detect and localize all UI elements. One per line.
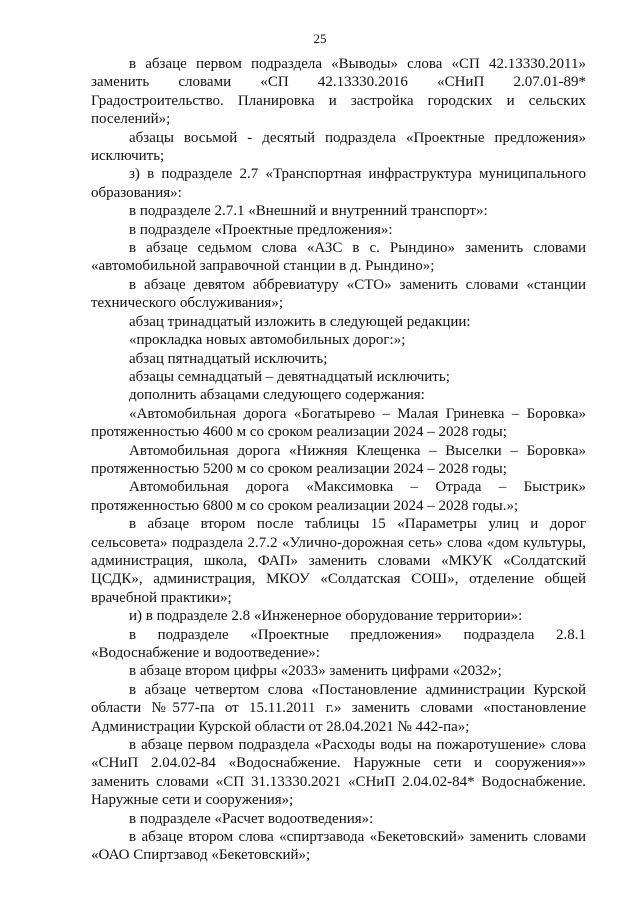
- paragraph: в абзаце втором слова «спиртзавода «Бекетовский» заменить словами «ОАО Спиртзавод «Бекетовский»;: [91, 829, 586, 864]
- paragraph: «прокладка новых автомобильных дорог:»;: [129, 332, 406, 349]
- paragraph: в абзаце четвертом слова «Постановление администрации Курской области №577-па от 15.11.2011 г.» заменить словами «постановление Администрации Курской области от 28.04.2021 № 442-па»;: [91, 681, 586, 735]
- paragraph: в абзаце втором цифры «2033» заменить цифрами «2032»;: [129, 663, 502, 680]
- paragraph: в абзаце втором после таблицы 15 «Параметры улиц и дорог сельсовета» подраздела 2.7.2 «Улично-дорожная сеть» слова «дом культуры, администрация, школа, ФАП» заменить словами «МКУК «Солдатский ЦСДК», администрация, МКОУ «Солдатская СОШ», отделение общей врачебной практики»;: [91, 516, 586, 606]
- paragraph: абзацы семнадцатый – девятнадцатый исключить;: [129, 368, 450, 385]
- paragraph: Автомобильная дорога «Максимовка – Отрада – Быстрик» протяженностью 6800 м со сроком реализации 2024 – 2028 годы.»;: [91, 479, 586, 514]
- paragraph: в абзаце первом подраздела «Выводы» слова «СП 42.13330.2011» заменить словами «СП 42.13330.2016 «СНиП 2.07.01-89* Градостроительство. Планировка и застройка городских и сельских поселений»;: [91, 56, 586, 128]
- paragraph: в абзаце первом подраздела «Расходы воды на пожаротушение» слова «СНиП 2.04.02-84 «Водоснабжение. Наружные сети и сооружения»» заменить словами «СП 31.13330.2021 «СНиП 2.04.02-84* Водоснабжение. Наружные сети и сооружения»;: [91, 737, 586, 809]
- paragraph: дополнить абзацами следующего содержания:: [129, 387, 425, 404]
- paragraph: абзац тринадцатый изложить в следующей редакции:: [129, 313, 471, 330]
- paragraph: абзац пятнадцатый исключить;: [129, 350, 328, 367]
- paragraph: в абзаце девятом аббревиатуру «СТО» заменить словами «станции технического обслуживания»;: [91, 276, 586, 312]
- page-number: 25: [313, 31, 327, 46]
- paragraph: в подразделе «Расчет водоотведения»:: [129, 810, 374, 827]
- paragraph: абзацы восьмой - десятый подраздела «Проектные предложения» исключить;: [91, 129, 586, 165]
- paragraph: в абзаце седьмом слова «АЗС в с. Рындино» заменить словами «автомобильной заправочной станции в д. Рындино»;: [91, 240, 586, 275]
- document-body: [91, 55, 586, 865]
- paragraph: и) в подразделе 2.8 «Инженерное оборудование территории»:: [129, 608, 523, 625]
- paragraph: в подразделе 2.7.1 «Внешний и внутренний транспорт»:: [129, 203, 488, 220]
- paragraph: «Автомобильная дорога «Богатырево – Малая Гриневка – Боровка» протяженностью 4600 м со сроком реализации 2024 – 2028 годы;: [91, 405, 586, 441]
- paragraph: з) в подразделе 2.7 «Транспортная инфраструктура муниципального образования»:: [91, 166, 586, 201]
- paragraph: в подразделе «Проектные предложения» подраздела 2.8.1 «Водоснабжение и водоотведение»:: [91, 626, 586, 661]
- paragraph: Автомобильная дорога «Нижняя Клещенка – Выселки – Боровка» протяженностью 5200 м со сроком реализации 2024 – 2028 годы;: [91, 442, 586, 477]
- paragraph: в подразделе «Проектные предложения»:: [129, 221, 393, 238]
